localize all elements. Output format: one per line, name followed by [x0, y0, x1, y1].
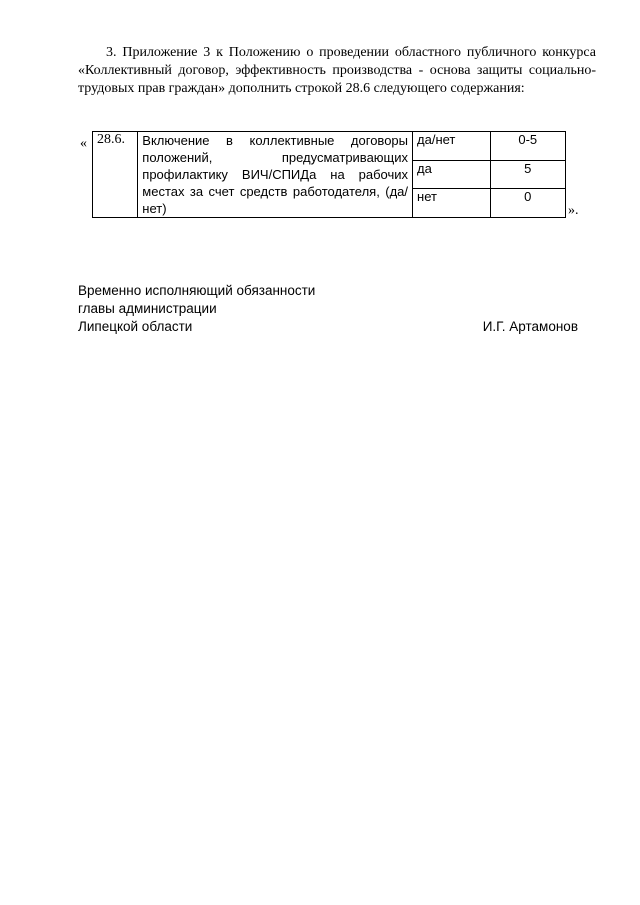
points-cell: 0-5 — [490, 132, 566, 161]
opening-quote: « — [80, 136, 87, 151]
points-cell: 0 — [490, 189, 566, 218]
item-description: Включение в коллективные договоры положений, предусматривающих профилактику ВИЧ/СПИДа на рабочих местах за счет средств работодателя, (да/нет) — [138, 132, 413, 218]
option-cell: нет — [413, 189, 490, 218]
amendment-table — [92, 131, 566, 218]
option-cell: да — [413, 160, 490, 189]
signature-position-line2: главы администрации — [78, 301, 217, 316]
table-row — [93, 132, 566, 161]
points-cell: 5 — [490, 160, 566, 189]
closing-quote: ». — [568, 203, 579, 218]
signature-position-line3: Липецкой области — [78, 319, 193, 334]
signature-position-line1: Временно исполняющий обязанности — [78, 283, 316, 298]
intro-paragraph: 3. Приложение 3 к Положению о проведении областного публичного конкурса «Коллективный договор, эффективность производства - основа защиты социально-трудовых прав граждан» дополнить строкой 28.6 следующего содержания: — [78, 45, 596, 96]
signer-name: И.Г. Артамонов — [482, 319, 578, 334]
option-cell: да/нет — [413, 132, 490, 161]
signature-block — [78, 282, 315, 336]
item-number: 28.6. — [93, 132, 138, 218]
